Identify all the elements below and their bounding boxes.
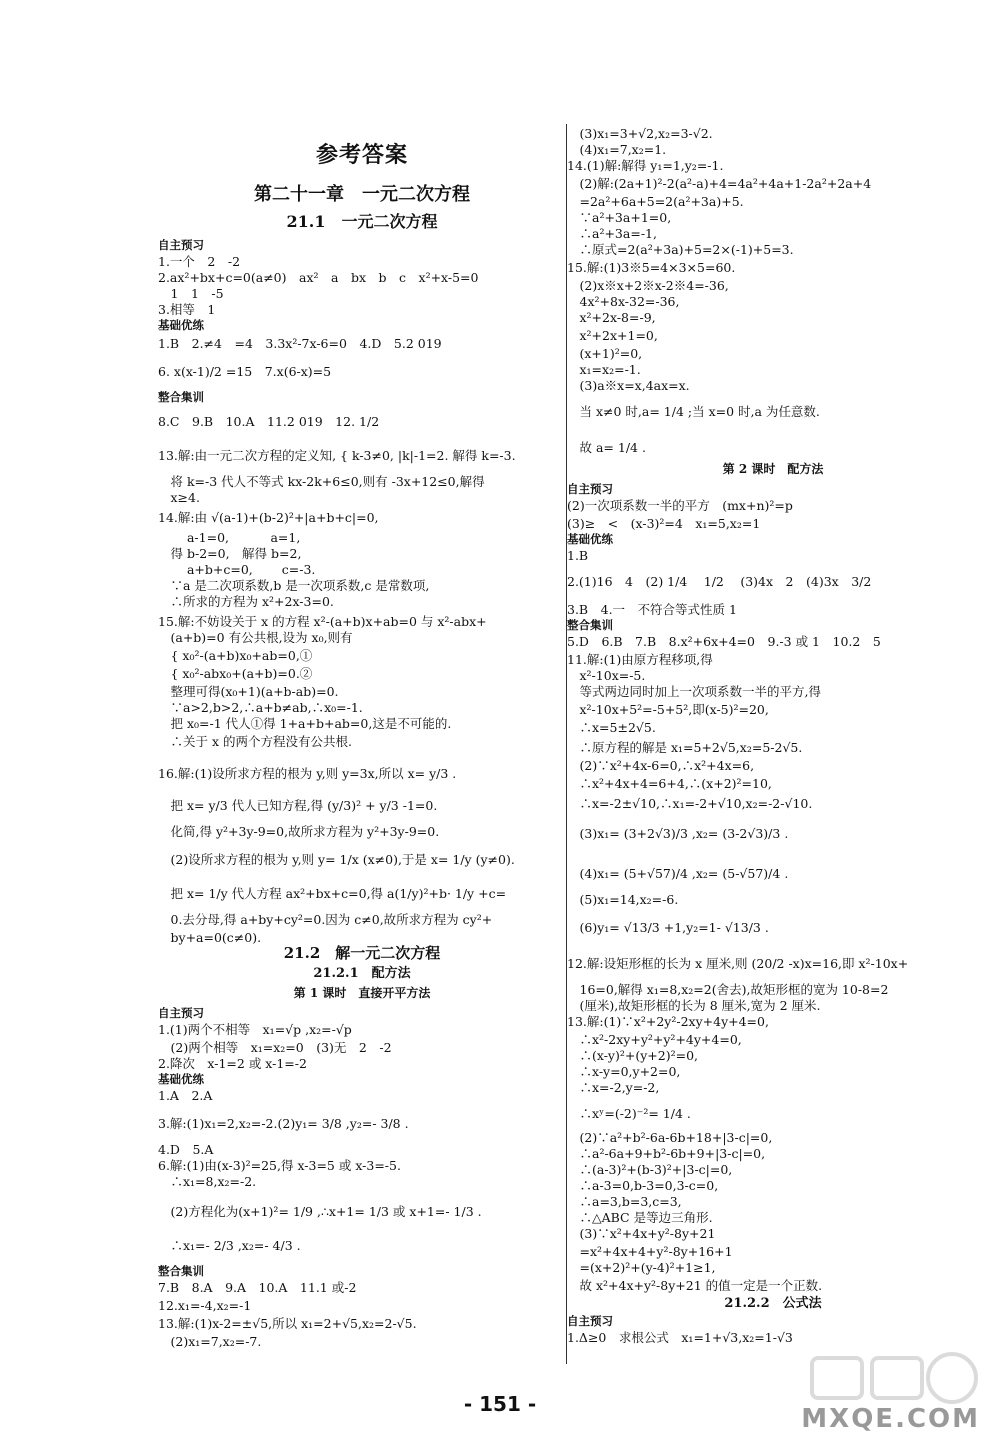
answer-line: 3.B 4.一 不符合等式性质 1 [567,602,737,617]
answer-line: 14.解:由 √(a-1)+(b-2)²+|a+b+c|=0, [158,510,379,525]
answer-line: 1.A 2.A [158,1088,213,1103]
answer-line: x≥4. [158,490,200,505]
section-heading: 21.2 解一元二次方程 [283,944,441,962]
answer-line: (2)设所求方程的根为 y,则 y= 1/x (x≠0),于是 x= 1/y (y≠0). [158,852,515,867]
answer-line: 13.解:由一元二次方程的定义知, { k-3≠0, |k|-1=2. 解得 k=-3. [158,448,516,463]
answer-line: ∵a 是二次项系数,b 是一次项系数,c 是常数项, [158,578,430,593]
answer-line: ∴(x-y)²+(y+2)²=0, [567,1048,699,1063]
answer-line: 将 k=-3 代人不等式 kx-2k+6≤0,则有 -3x+12≤0,解得 [158,474,485,489]
answer-line: (4)x₁= (5+√57)/4 ,x₂= (5-√57)/4 . [567,866,789,881]
answer-line: ∴原式=2(a²+3a)+5=2×(-1)+5=3. [567,242,794,257]
answer-line: { x₀²-abx₀+(a+b)=0.② [158,666,313,681]
answer-line: 11.解:(1)由原方程移项,得 [567,652,713,667]
answer-line: (厘米),故矩形框的长为 8 厘米,宽为 2 厘米. [567,998,821,1013]
answer-line: (a+b)=0 有公共根,设为 x₀,则有 [158,630,353,645]
answer-line: 把 x= y/3 代人已知方程,得 (y/3)² + y/3 -1=0. [158,798,438,813]
answer-line: ∵a²+3a+1=0, [567,210,672,225]
answer-line: 2.(1)16 4 (2) 1/4 1/2 (3)4x 2 (4)3x 3/2 [567,574,872,589]
answer-line: 2.降次 x-1=2 或 x-1=-2 [158,1056,307,1071]
answer-line: 12.解:设矩形框的长为 x 厘米,则 (20/2 -x)x=16,即 x²-10x+ [567,956,909,971]
answer-line: 1.B [567,548,589,563]
answer-line: 13.解:(1)∵x²+2y²-2xy+4y+4=0, [567,1014,769,1029]
answer-line: 15.解:不妨设关于 x 的方程 x²-(a+b)x+ab=0 与 x²-abx+ [158,614,487,629]
answer-line: ∴x²+4x+4=6+4,∴(x+2)²=10, [567,776,772,791]
answer-line: ∴a=3,b=3,c=3, [567,1194,682,1209]
answer-line: 故 a= 1/4 . [567,440,646,455]
answer-line: (2)∵x²+4x-6=0,∴x²+4x=6, [567,758,755,773]
answer-line: ∴x=5±2√5. [567,720,656,735]
answer-line: 6.解:(1)由(x-3)²=25,得 x-3=5 或 x-3=-5. [158,1158,401,1173]
answer-line: =x²+4x+4+y²-8y+16+1 [567,1244,733,1259]
answer-line: 把 x= 1/y 代人方程 ax²+bx+c=0,得 a(1/y)²+b· 1/y +c= [158,886,507,901]
answer-line: (2)解:(2a+1)²-2(a²-a)+4=4a²+4a+1-2a²+2a+4 [567,176,872,191]
section-heading: 第 2 课时 配方法 [722,462,824,476]
answer-line: (3)≥ < (x-3)²=4 x₁=5,x₂=1 [567,516,761,531]
section-label: 自主预习 [158,1006,204,1020]
answer-line: ∴原方程的解是 x₁=5+2√5,x₂=5-2√5. [567,740,803,755]
section-label: 基础优练 [158,1072,204,1086]
answer-line: ∴x²-2xy+y²+y²+4y+4=0, [567,1032,742,1047]
section-label: 基础优练 [158,318,204,332]
section-label: 自主预习 [158,238,204,252]
answer-line: 整理可得(x₀+1)(a+b-ab)=0. [158,684,339,699]
watermark-text: MXQE.COM [801,1404,980,1434]
answer-line: 7.B 8.A 9.A 10.A 11.1 或-2 [158,1280,357,1295]
answer-line: (x+1)²=0, [567,346,643,361]
answer-line: 8.C 9.B 10.A 11.2 019 12. 1/2 [158,414,380,429]
answer-line: 1.一个 2 -2 [158,254,241,269]
answer-line: a-1=0, a=1, [158,530,301,545]
answer-line: =2a²+6a+5=2(a²+3a)+5. [567,194,744,209]
answer-line: 等式两边同时加上一次项系数一半的平方,得 [567,684,821,699]
answer-line: 15.解:(1)3※5=4×3×5=60. [567,260,736,275]
answer-line: 把 x₀=-1 代人①得 1+a+b+ab=0,这是不可能的. [158,716,452,731]
answer-line: 当 x≠0 时,a= 1/4 ;当 x=0 时,a 为任意数. [567,404,820,419]
answer-line: ∴a²+3a=-1, [567,226,657,241]
answer-line: (4)x₁=7,x₂=1. [567,142,667,157]
answer-line: 1.Δ≥0 求根公式 x₁=1+√3,x₂=1-√3 [567,1330,793,1345]
answer-line: (3)x₁=3+√2,x₂=3-√2. [567,126,713,141]
section-heading: 第 1 课时 直接开平方法 [293,986,431,1000]
answer-line: 故 x²+4x+y²-8y+21 的值一定是一个正数. [567,1278,823,1293]
section-heading: 21.2.2 公式法 [724,1296,822,1311]
answer-line: x²-10x+5²=-5+5²,即(x-5)²=20, [567,702,769,717]
answer-line: a+b+c=0, c=-3. [158,562,316,577]
answer-line: ∴x₁=8,x₂=-2. [158,1174,257,1189]
answer-line: 6. x(x-1)/2 =15 7.x(6-x)=5 [158,364,332,379]
answer-line: ∴x=-2±√10,∴x₁=-2+√10,x₂=-2-√10. [567,796,813,811]
section-label: 整合集训 [158,390,204,404]
answer-line: x²+2x+1=0, [567,328,658,343]
chapter-heading: 第二十一章 一元二次方程 [254,184,470,205]
answer-line: ∴所求的方程为 x²+2x-3=0. [158,594,334,609]
answer-line: (2)方程化为(x+1)²= 1/9 ,∴x+1= 1/3 或 x+1=- 1/3 . [158,1204,482,1219]
answer-line: ∴(a-3)²+(b-3)²+|3-c|=0, [567,1162,733,1177]
page-title: 参考答案 [315,142,408,168]
page-number: - 151 - [463,1392,537,1416]
answer-line: (3)x₁= (3+2√3)/3 ,x₂= (3-2√3)/3 . [567,826,789,841]
answer-line: 5.D 6.B 7.B 8.x²+6x+4=0 9.-3 或 1 10.2 5 [567,634,881,649]
answer-line: 0.去分母,得 a+by+cy²=0.因为 c≠0,故所求方程为 cy²+ [158,912,493,927]
answer-line: (2)一次项系数一半的平方 (mx+n)²=p [567,498,793,513]
section-label: 基础优练 [567,532,613,546]
answer-line: 12.x₁=-4,x₂=-1 [158,1298,252,1313]
answer-line: 得 b-2=0, 解得 b=2, [158,546,302,561]
answer-line: 1.B 2.≠4 =4 3.3x²-7x-6=0 4.D 5.2 019 [158,336,442,351]
section-label: 自主预习 [567,482,613,496]
answer-line: ∴x-y=0,y+2=0, [567,1064,681,1079]
answer-line: ∴关于 x 的两个方程没有公共根. [158,734,352,749]
answer-line: (2)∵a²+b²-6a-6b+18+|3-c|=0, [567,1130,773,1145]
answer-line: 1.(1)两个不相等 x₁=√p ,x₂=-√p [158,1022,352,1037]
answer-line: =(x+2)²+(y-4)²+1≥1, [567,1260,716,1275]
section-label: 自主预习 [567,1314,613,1328]
section-heading: 21.1 一元二次方程 [286,212,438,231]
answer-line: by+a=0(c≠0). [158,930,262,945]
answer-line: (2)x₁=7,x₂=-7. [158,1334,262,1349]
answer-line: 3.解:(1)x₁=2,x₂=-2.(2)y₁= 3/8 ,y₂=- 3/8 . [158,1116,409,1131]
section-label: 整合集训 [567,618,613,632]
answer-line: ∴a-3=0,b-3=0,3-c=0, [567,1178,719,1193]
answer-line: 化简,得 y²+3y-9=0,故所求方程为 y²+3y-9=0. [158,824,440,839]
answer-line: 13.解:(1)x-2=±√5,所以 x₁=2+√5,x₂=2-√5. [158,1316,417,1331]
section-heading: 21.2.1 配方法 [313,966,411,981]
answer-line: 16.解:(1)设所求方程的根为 y,则 y=3x,所以 x= y/3 . [158,766,457,781]
answer-line: ∴xʸ=(-2)⁻²= 1/4 . [567,1106,691,1121]
answer-line: ∴△ABC 是等边三角形. [567,1210,713,1225]
answer-line: (5)x₁=14,x₂=-6. [567,892,679,907]
answer-line: x²-10x=-5. [567,668,646,683]
answer-line: ∵a>2,b>2,∴a+b≠ab,∴x₀=-1. [158,700,363,715]
answer-line: 4x²+8x-32=-36, [567,294,680,309]
answer-line: 16=0,解得 x₁=8,x₂=2(舍去),故矩形框的宽为 10-8=2 [567,982,889,997]
answer-line: 2.ax²+bx+c=0(a≠0) ax² a bx b c x²+x-5=0 [158,270,479,285]
answer-line: x²+2x-8=-9, [567,310,656,325]
answer-line: 14.(1)解:解得 y₁=1,y₂=-1. [567,158,724,173]
answer-line: { x₀²-(a+b)x₀+ab=0,① [158,648,313,663]
answer-line: ∴a²-6a+9+b²-6b+9+|3-c|=0, [567,1146,766,1161]
answer-line: ∴x₁=- 2/3 ,x₂=- 4/3 . [158,1238,301,1253]
answer-line: (6)y₁= √13/3 +1,y₂=1- √13/3 . [567,920,769,935]
answer-line: (2)x※x+2※x-2※4=-36, [567,278,729,293]
answer-line: 4.D 5.A [158,1142,214,1157]
answer-line: 3.相等 1 [158,302,216,317]
answer-line: (2)两个相等 x₁=x₂=0 (3)无 2 -2 [158,1040,392,1055]
answer-line: (3)∵x²+4x+y²-8y+21 [567,1226,716,1241]
answer-line: (3)a※x=x,4ax=x. [567,378,690,393]
section-label: 整合集训 [158,1264,204,1278]
answer-line: 1 1 -5 [158,286,224,301]
answer-line: x₁=x₂=-1. [567,362,641,377]
answer-line: ∴x=-2,y=-2, [567,1080,660,1095]
